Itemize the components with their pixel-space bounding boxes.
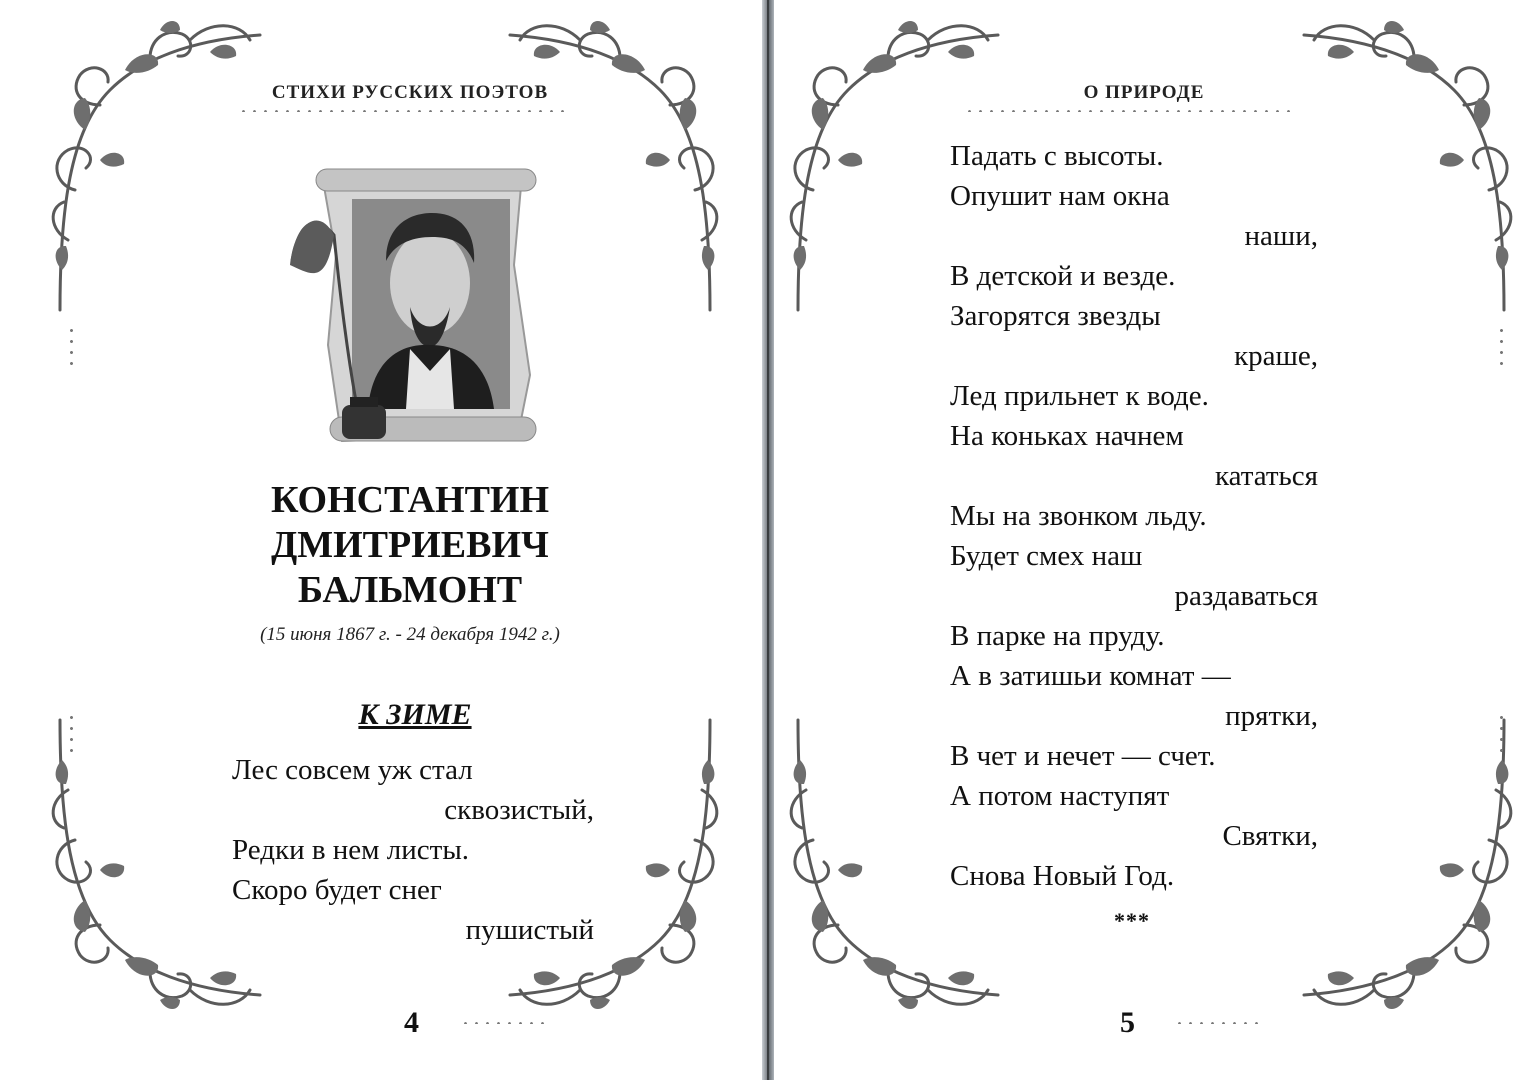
verse-line: Загорятся звезды xyxy=(950,300,1161,332)
verse-line: раздаваться xyxy=(1174,580,1318,612)
poet-name-line: ДМИТРИЕВИЧ xyxy=(271,524,549,566)
verse-line: Святки, xyxy=(1222,820,1318,852)
verse-line: Лед прильнет к воде. xyxy=(950,380,1209,412)
ornament-corner-icon xyxy=(1294,10,1524,330)
poet-dates: (15 июня 1867 г. - 24 декабря 1942 г.) xyxy=(260,624,560,645)
verse-line: Снова Новый Год. xyxy=(950,860,1175,892)
verse-line: В чет и нечет — счет. xyxy=(950,740,1216,772)
verse-block xyxy=(232,750,594,950)
verse-line: кататься xyxy=(1214,460,1318,492)
poem-title: К ЗИМЕ xyxy=(358,698,472,731)
running-head: СТИХИ РУССКИХ ПОЭТОВ xyxy=(271,82,549,103)
dotted-rule xyxy=(964,110,1294,112)
verse-line: Редки в нем листы. xyxy=(232,834,470,866)
verse-line: Скоро будет снег xyxy=(232,874,442,906)
verse-line: Опушит нам окна xyxy=(950,180,1170,212)
section-end-mark: *** xyxy=(1114,908,1150,933)
page-number: 5 xyxy=(1120,1006,1135,1039)
verse-line: Лес совсем уж стал xyxy=(232,754,473,786)
verse-line: наши, xyxy=(1244,220,1318,252)
verse-line: сквозистый, xyxy=(444,794,594,826)
poet-name-line: КОНСТАНТИН xyxy=(270,479,550,521)
dotted-rule xyxy=(1500,712,1503,752)
poet-name-line: БАЛЬМОНТ xyxy=(297,569,523,611)
verse-line: Мы на звонком льду. xyxy=(950,500,1207,532)
verse-line: краше, xyxy=(1234,340,1318,372)
portrait-scroll-icon xyxy=(282,165,544,465)
dotted-rule xyxy=(70,325,73,365)
dotted-rule xyxy=(1500,325,1503,365)
right-page xyxy=(774,0,1535,1080)
verse-line: В парке на пруду. xyxy=(950,620,1165,652)
verse-line: На коньках начнем xyxy=(950,420,1184,452)
verse-line: В детской и везде. xyxy=(950,260,1176,292)
verse-block xyxy=(950,136,1318,896)
verse-line: пушистый xyxy=(465,914,594,946)
book-gutter xyxy=(767,0,769,1080)
page-number: 4 xyxy=(404,1006,419,1039)
ornament-corner-icon xyxy=(1294,700,1524,1020)
left-page xyxy=(0,0,762,1080)
dotted-rule xyxy=(460,1022,550,1024)
dotted-rule xyxy=(238,110,568,112)
poet-name xyxy=(200,478,620,613)
verse-line: А потом наступят xyxy=(950,780,1170,812)
ornament-corner-icon xyxy=(40,10,270,330)
running-head: О ПРИРОДЕ xyxy=(1083,82,1205,103)
verse-line: А в затишьи комнат — xyxy=(950,660,1231,692)
verse-line: Будет смех наш xyxy=(950,540,1143,572)
verse-line: Падать с высоты. xyxy=(950,140,1164,172)
verse-line: прятки, xyxy=(1225,700,1318,732)
dotted-rule xyxy=(70,712,73,752)
dotted-rule xyxy=(1174,1022,1264,1024)
